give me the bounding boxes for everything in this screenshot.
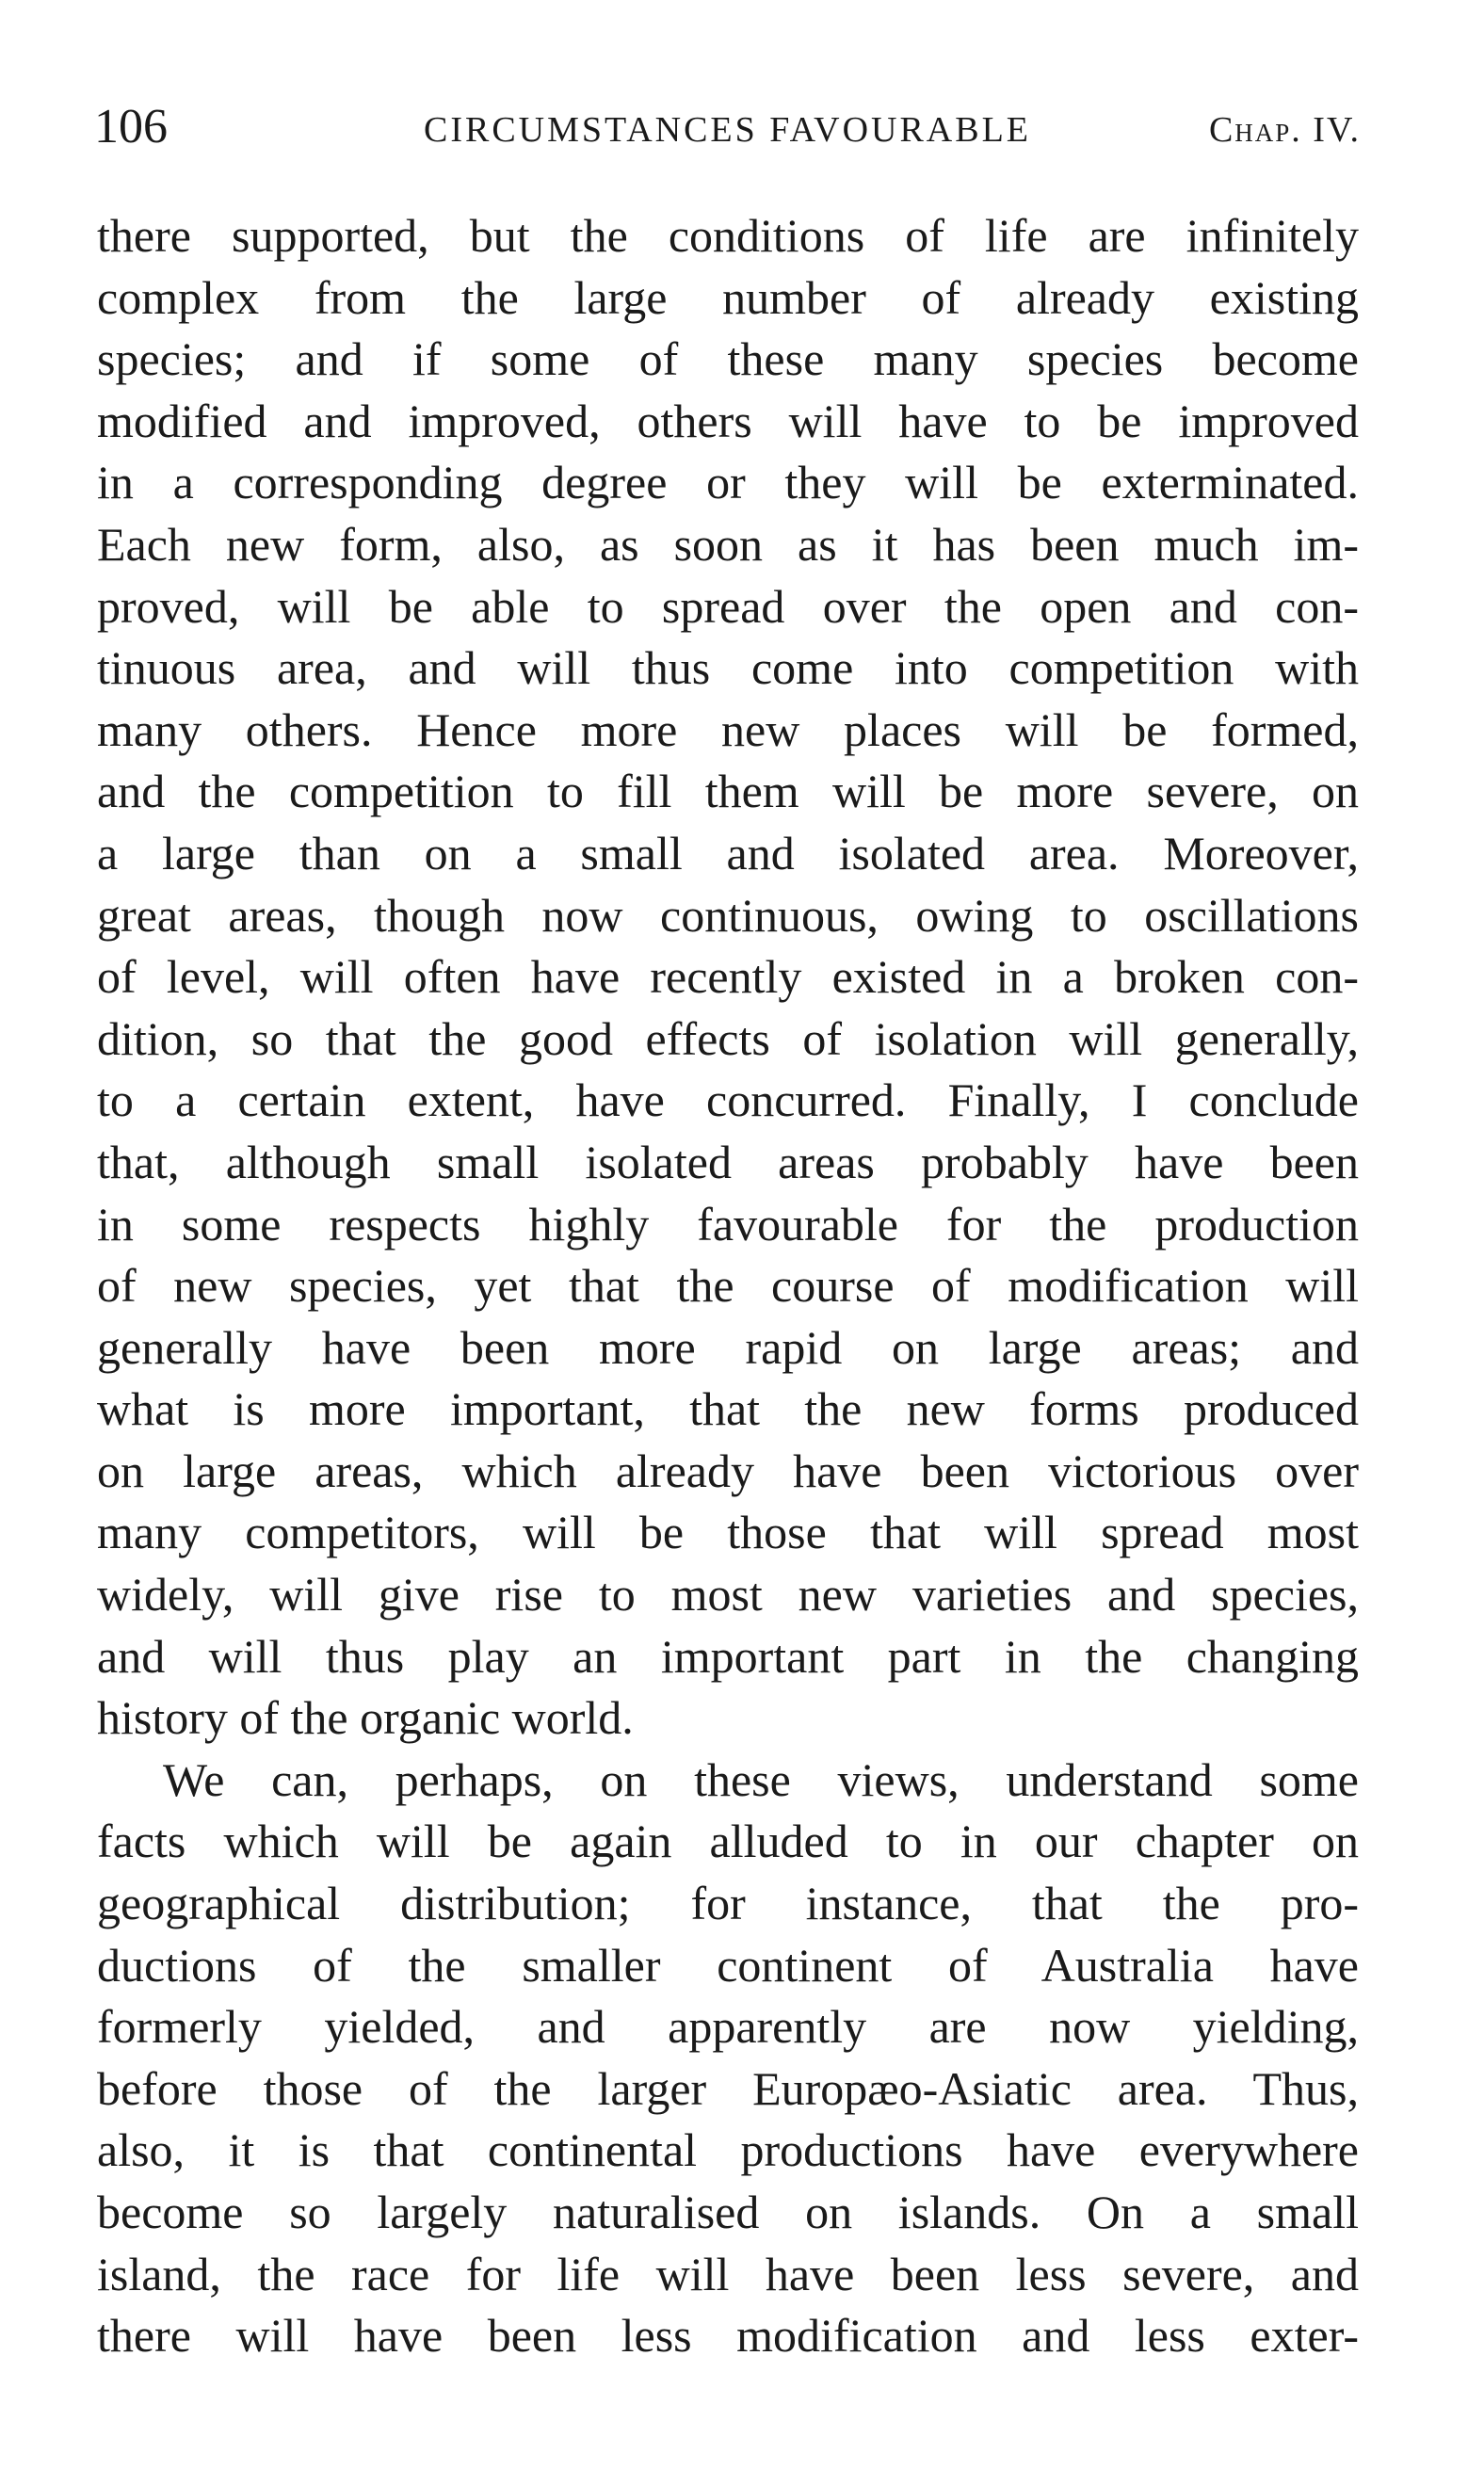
text-line: to a certain extent, have concurred. Finally, I conclude [97, 1073, 1359, 1127]
text-line: that, although small isolated areas probably have been [97, 1135, 1359, 1188]
text-line: and the competition to fill them will be more severe, on [97, 765, 1359, 818]
text-line: proved, will be able to spread over the open and con- [97, 579, 1359, 633]
text-line: great areas, though now continuous, owing to oscillations [97, 888, 1359, 942]
text-line: many competitors, will be those that will spread most [97, 1506, 1359, 1559]
text-line: of level, will often have recently existed in a broken con- [97, 950, 1359, 1004]
text-line: there supported, but the conditions of life are infinitely [97, 209, 1359, 262]
text-line: become so largely naturalised on islands. On a small [97, 2186, 1359, 2238]
text-line: facts which will be again alluded to in our chapter on [97, 1815, 1359, 1868]
text-line: in some respects highly favourable for the production [97, 1197, 1359, 1251]
text-line: also, it is that continental productions have everywhere [97, 2123, 1359, 2177]
text-line: complex from the large number of already existing [97, 270, 1359, 324]
text-line: and will thus play an important part in the changing [97, 1629, 1359, 1683]
text-line: species; and if some of these many species become [97, 332, 1359, 386]
text-line: tinuous area, and will thus come into competition with [97, 641, 1359, 695]
text-line: widely, will give rise to most new varieties and species, [97, 1568, 1359, 1622]
paragraph-end-line: history of the organic world. [97, 1691, 634, 1745]
running-title: CIRCUMSTANCES FAVOURABLE [423, 110, 1032, 150]
text-line: a large than on a small and isolated area. Moreover, [97, 826, 1359, 879]
text-line: dition, so that the good effects of isolation will generally, [97, 1011, 1359, 1065]
chapter-reference: Chap. IV. [1208, 110, 1361, 150]
text-line: formerly yielded, and apparently are now yielding, [97, 2000, 1359, 2054]
text-line: what is more important, that the new forms produced [97, 1382, 1359, 1436]
text-line: generally have been more rapid on large areas; and [97, 1320, 1359, 1374]
text-line: Each new form, also, as soon as it has been much im- [97, 517, 1359, 571]
page-number: 106 [94, 100, 168, 153]
text-line: on large areas, which already have been victorious over [97, 1444, 1359, 1497]
text-line: modified and improved, others will have to be improved [97, 394, 1359, 447]
text-line: there will have been less modification and less exter- [97, 2309, 1359, 2363]
body-text [97, 205, 1359, 2367]
text-line: geographical distribution; for instance, that the pro- [97, 1877, 1359, 1930]
text-line: in a corresponding degree or they will be exterminated. [97, 456, 1359, 509]
text-line: island, the race for life will have been less severe, and [97, 2247, 1359, 2300]
text-line: ductions of the smaller continent of Australia have [97, 1938, 1359, 1992]
text-line: of new species, yet that the course of modification will [97, 1259, 1359, 1313]
paragraph-start-line: We can, perhaps, on these views, understand some [163, 1752, 1359, 1806]
text-line: many others. Hence more new places will be formed, [97, 702, 1359, 756]
text-line: before those of the larger Europæo-Asiatic area. Thus, [97, 2061, 1359, 2115]
running-head [94, 94, 1361, 160]
